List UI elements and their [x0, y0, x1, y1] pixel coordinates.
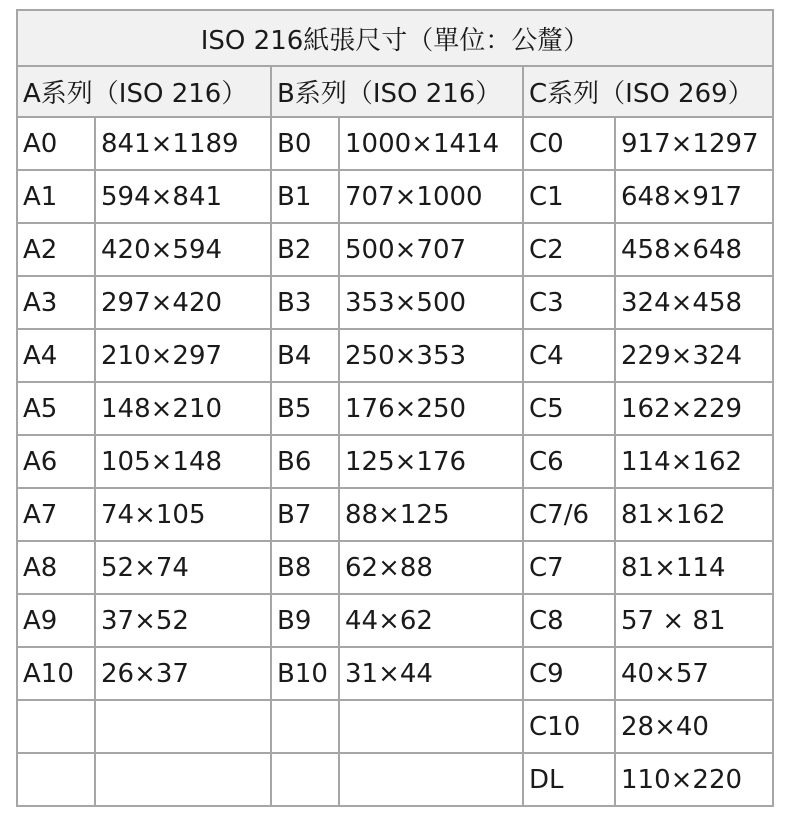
c-size-name: C0 — [523, 117, 615, 170]
a-series-header: A系列（ISO 216） — [17, 66, 271, 117]
c-size-name: C6 — [523, 435, 615, 488]
b-size-name: B1 — [271, 170, 339, 223]
table-row — [17, 541, 773, 594]
a-size-dimensions: 841×1189 — [95, 117, 271, 170]
c-size-dimensions: 229×324 — [615, 329, 773, 382]
c-size-dimensions: 81×114 — [615, 541, 773, 594]
b-size-dimensions: 31×44 — [339, 647, 523, 700]
c-size-name: C4 — [523, 329, 615, 382]
a-size-dimensions: 297×420 — [95, 276, 271, 329]
c-size-dimensions: 110×220 — [615, 753, 773, 806]
b-size-dimensions: 88×125 — [339, 488, 523, 541]
b-size-dimensions: 176×250 — [339, 382, 523, 435]
a-size-dimensions: 37×52 — [95, 594, 271, 647]
c-size-name: C3 — [523, 276, 615, 329]
b-size-name: B8 — [271, 541, 339, 594]
a-size-name: A7 — [17, 488, 95, 541]
b-size-name — [271, 700, 339, 753]
c-size-dimensions: 114×162 — [615, 435, 773, 488]
a-size-name: A9 — [17, 594, 95, 647]
b-size-dimensions: 44×62 — [339, 594, 523, 647]
b-size-name: B5 — [271, 382, 339, 435]
c-size-dimensions: 458×648 — [615, 223, 773, 276]
c-size-name: DL — [523, 753, 615, 806]
table-row — [17, 276, 773, 329]
a-size-name: A10 — [17, 647, 95, 700]
table-row — [17, 700, 773, 753]
a-size-dimensions: 26×37 — [95, 647, 271, 700]
a-size-name — [17, 700, 95, 753]
paper-size-table-container — [16, 9, 774, 807]
c-size-dimensions: 917×1297 — [615, 117, 773, 170]
c-size-name: C7 — [523, 541, 615, 594]
a-size-dimensions: 420×594 — [95, 223, 271, 276]
table-row — [17, 223, 773, 276]
a-size-dimensions: 594×841 — [95, 170, 271, 223]
a-size-dimensions — [95, 753, 271, 806]
table-row — [17, 594, 773, 647]
c-size-dimensions: 81×162 — [615, 488, 773, 541]
c-size-dimensions: 28×40 — [615, 700, 773, 753]
a-size-name: A4 — [17, 329, 95, 382]
c-size-name: C7/6 — [523, 488, 615, 541]
a-size-name: A8 — [17, 541, 95, 594]
a-size-name: A1 — [17, 170, 95, 223]
table-row — [17, 382, 773, 435]
b-size-name: B0 — [271, 117, 339, 170]
a-size-name: A6 — [17, 435, 95, 488]
c-size-name: C8 — [523, 594, 615, 647]
b-size-dimensions: 250×353 — [339, 329, 523, 382]
a-size-dimensions: 52×74 — [95, 541, 271, 594]
c-size-name: C1 — [523, 170, 615, 223]
table-row — [17, 329, 773, 382]
b-size-dimensions: 707×1000 — [339, 170, 523, 223]
b-size-name: B2 — [271, 223, 339, 276]
iso-paper-size-table — [16, 9, 774, 807]
a-size-dimensions: 105×148 — [95, 435, 271, 488]
c-size-name: C2 — [523, 223, 615, 276]
b-size-name: B6 — [271, 435, 339, 488]
a-size-dimensions: 148×210 — [95, 382, 271, 435]
table-row — [17, 647, 773, 700]
c-size-name: C9 — [523, 647, 615, 700]
table-row — [17, 488, 773, 541]
b-size-name: B9 — [271, 594, 339, 647]
table-body — [17, 117, 773, 806]
b-size-dimensions — [339, 700, 523, 753]
b-size-dimensions: 125×176 — [339, 435, 523, 488]
c-size-name: C10 — [523, 700, 615, 753]
b-size-dimensions: 500×707 — [339, 223, 523, 276]
table-title: ISO 216紙張尺寸（單位：公釐） — [17, 10, 773, 66]
b-size-dimensions: 353×500 — [339, 276, 523, 329]
table-row — [17, 435, 773, 488]
table-row — [17, 753, 773, 806]
a-size-name — [17, 753, 95, 806]
b-size-dimensions — [339, 753, 523, 806]
c-size-dimensions: 57 × 81 — [615, 594, 773, 647]
a-size-name: A3 — [17, 276, 95, 329]
c-series-header: C系列（ISO 269） — [523, 66, 773, 117]
b-size-name: B7 — [271, 488, 339, 541]
b-size-name — [271, 753, 339, 806]
table-row — [17, 117, 773, 170]
b-size-name: B10 — [271, 647, 339, 700]
a-size-name: A5 — [17, 382, 95, 435]
a-size-name: A2 — [17, 223, 95, 276]
b-size-dimensions: 1000×1414 — [339, 117, 523, 170]
c-size-dimensions: 324×458 — [615, 276, 773, 329]
a-size-dimensions — [95, 700, 271, 753]
b-size-name: B3 — [271, 276, 339, 329]
c-size-dimensions: 162×229 — [615, 382, 773, 435]
b-size-dimensions: 62×88 — [339, 541, 523, 594]
a-size-dimensions: 74×105 — [95, 488, 271, 541]
a-size-name: A0 — [17, 117, 95, 170]
b-series-header: B系列（ISO 216） — [271, 66, 523, 117]
a-size-dimensions: 210×297 — [95, 329, 271, 382]
series-header-row — [17, 66, 773, 117]
table-title-row — [17, 10, 773, 66]
c-size-name: C5 — [523, 382, 615, 435]
b-size-name: B4 — [271, 329, 339, 382]
c-size-dimensions: 40×57 — [615, 647, 773, 700]
c-size-dimensions: 648×917 — [615, 170, 773, 223]
table-row — [17, 170, 773, 223]
